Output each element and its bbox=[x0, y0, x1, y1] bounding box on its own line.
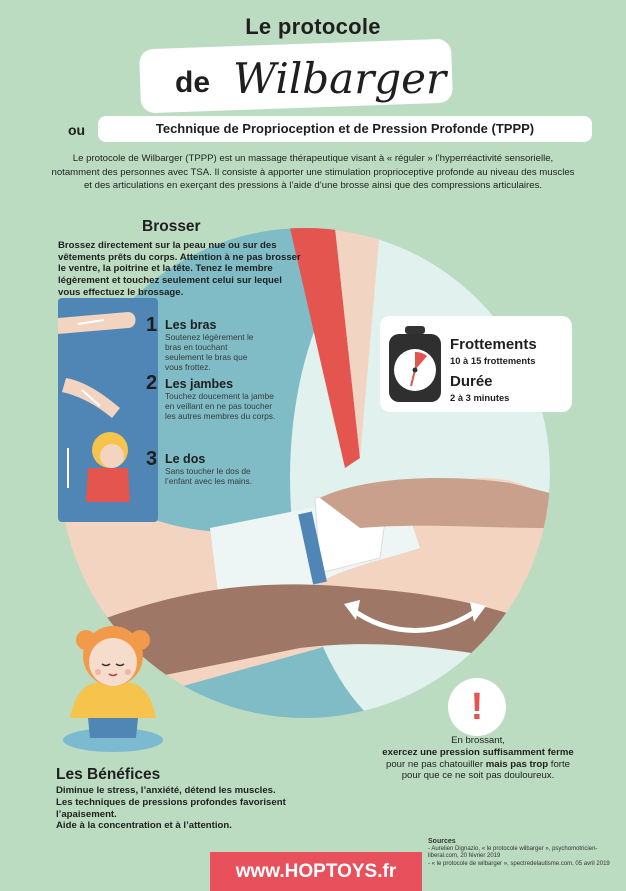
warning-text bbox=[380, 735, 576, 782]
duree-value: 2 à 3 minutes bbox=[450, 392, 510, 403]
subtitle: Technique de Proprioception et de Pression Profonde (TPPP) bbox=[155, 121, 535, 136]
step-2-title: Les jambes bbox=[165, 377, 234, 391]
benefices-text bbox=[56, 785, 316, 832]
warning-bold2: mais pas trop bbox=[485, 758, 549, 770]
step-1-text: Soutenez légèrement le bras en touchant seulement le bras que vous frottez. bbox=[165, 332, 254, 372]
step-3-title: Le dos bbox=[165, 452, 206, 466]
intro-text: Le protocole de Wilbarger (TPPP) est un massage thérapeutique visant à « réguler » l’hyperréactivité sensorielle, notamment des personnes avec TSA. Il consiste à apporter une stimulation proprioceptive profonde au niveau des muscles et des articulations en exerçant des pressions à l’aide d’une brosse ainsi que des compressions articulaires. bbox=[51, 153, 575, 191]
frottements-value: 10 à 15 frottements bbox=[450, 355, 536, 366]
warning-badge bbox=[448, 678, 506, 736]
brosser-text: Brossez directement sur la peau nue ou sur des vêtements prêts du corps. Attention à ne pas brosser le ventre, la poitrine et la tête. Tenez le membre légèrement et touchez seulement celui sur lequel vous effectuez le brossage. bbox=[58, 240, 301, 298]
source-item: - « le protocole de wilbarger », spectredelautisme.com, 05 avril 2019 bbox=[428, 860, 610, 867]
warning-line1: En brossant, bbox=[451, 735, 505, 746]
step-3-text: Sans toucher le dos de l’enfant avec les mains. bbox=[165, 466, 253, 486]
title-line1: Le protocole bbox=[245, 14, 381, 39]
timer-icon bbox=[387, 326, 443, 409]
title-name: Wilbarger bbox=[233, 54, 447, 103]
frottements-title: Frottements bbox=[450, 336, 537, 353]
hoptoys-link[interactable]: www.HOPTOYS.fr bbox=[210, 852, 422, 891]
warning-end: forte pour que ce ne soit pas douloureux. bbox=[401, 758, 570, 782]
warning-icon: ! bbox=[470, 686, 484, 728]
title-ou: ou bbox=[68, 122, 86, 138]
step-2-number: 2 bbox=[146, 372, 158, 394]
duree-title: Durée bbox=[450, 373, 493, 390]
benefice-item: Les techniques de pressions profondes favorisent l’apaisement. bbox=[56, 796, 286, 820]
step-1-number: 1 bbox=[146, 314, 158, 336]
step-3-number: 3 bbox=[146, 448, 158, 470]
brosser-heading: Brosser bbox=[142, 218, 201, 235]
source-item: - Aurelien Dignazio, « le protocole wilbarger », psychomotricien-liberal.com, 20 février 2019 bbox=[428, 845, 598, 859]
title-de: de bbox=[175, 66, 211, 99]
child-meditating-illustration bbox=[58, 608, 168, 763]
step-1-title: Les bras bbox=[165, 318, 217, 332]
step-2-text: Touchez doucement la jambe en veillant en ne pas toucher les autres membres du corps. bbox=[165, 391, 276, 421]
body-parts-illustration bbox=[58, 298, 158, 522]
warning-mid: pour ne pas chatouiller bbox=[386, 758, 486, 770]
sources-title: Sources bbox=[428, 838, 456, 845]
sources bbox=[428, 838, 622, 868]
warning-bold1: exercez une pression suffisamment ferme bbox=[382, 746, 574, 758]
benefices-heading: Les Bénéfices bbox=[56, 766, 161, 783]
benefice-item: Aide à la concentration et à l’attention. bbox=[56, 820, 232, 832]
steps-panel bbox=[58, 298, 158, 522]
benefice-item: Diminue le stress, l’anxiété, détend les muscles. bbox=[56, 785, 276, 796]
